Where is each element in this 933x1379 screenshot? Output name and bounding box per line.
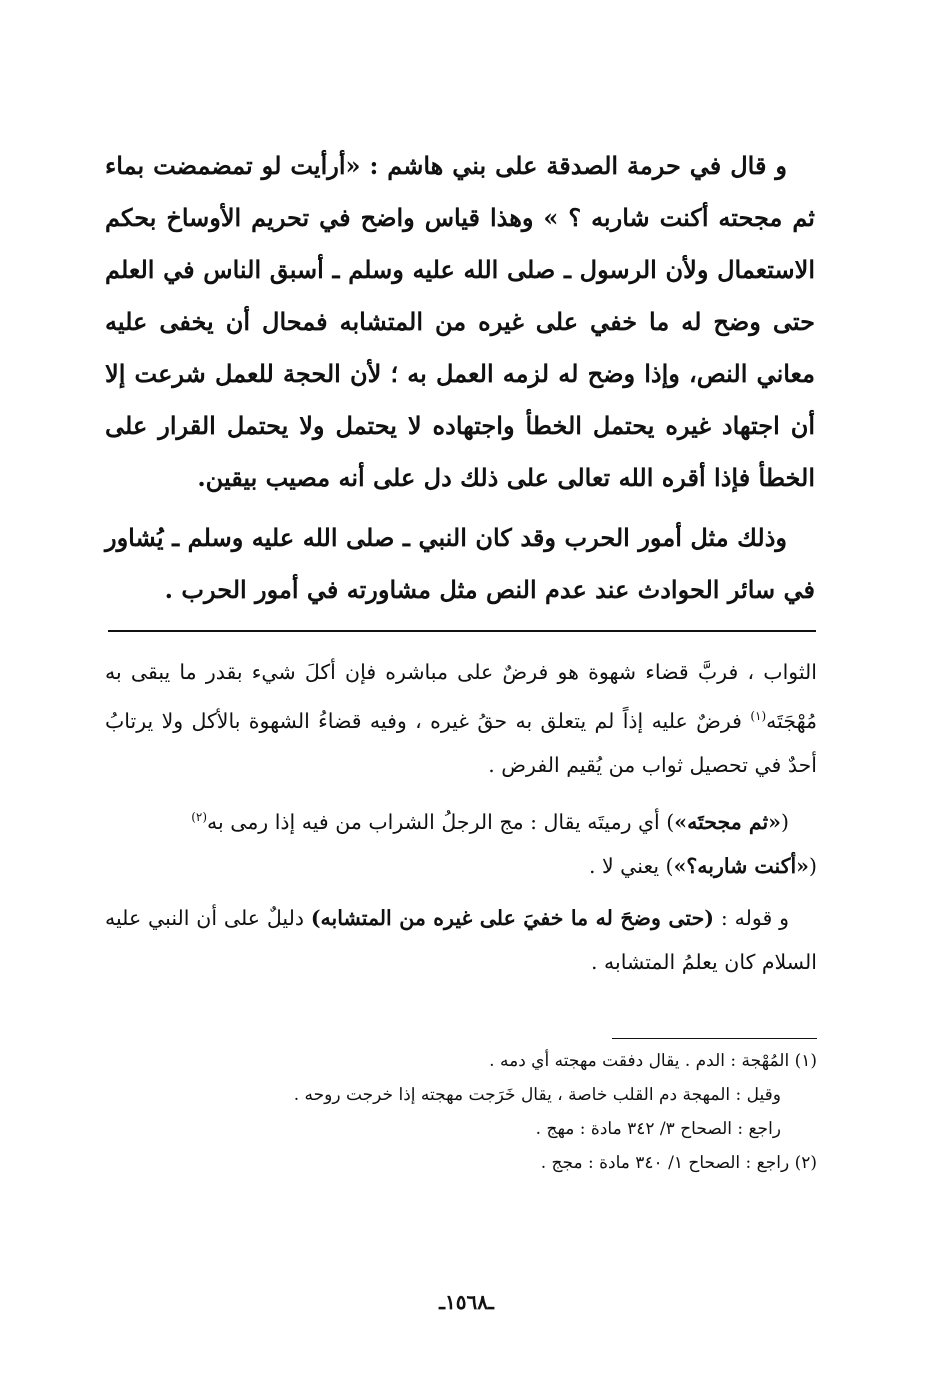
commentary-block [105, 650, 817, 984]
main-text [105, 140, 815, 616]
main-paragraph-2: وذلك مثل أمور الحرب وقد كان النبي ـ صلى الله عليه وسلم ـ يُشاور في سائر الحوادث عند عدم النص مثل مشاورته في أمور الحرب . [105, 523, 815, 604]
footnote-separator-long [108, 630, 816, 632]
footnote-1-line-2: وقيل : المهجة دم القلب خاصة ، يقال خَرَجت مهجته إذا خرجت روحه . [293, 1085, 781, 1105]
commentary-p2-bold: «ثم مجحتَه» [674, 809, 781, 834]
commentary-p1-text: الثواب ، فربَّ قضاء شهوة هو فرضٌ على مباشره فإن أكلَ شيء بقدر ما يبقى به مُهْجَتَه [105, 660, 817, 733]
commentary-p3-rest: دليلٌ على أن النبي عليه السلام كان يعلمُ المتشابه . [105, 905, 817, 974]
commentary-p2-line2-bold: «أكنت شاربه؟» [673, 853, 809, 878]
commentary-p3-start: و قوله : [714, 905, 790, 930]
commentary-p3-bold: (حتى وضحَ له ما خفيَ على غيره من المتشابه) [310, 905, 714, 930]
footnote-separator-short [612, 1038, 817, 1039]
commentary-paragraph-1 [105, 650, 817, 787]
commentary-p2-text: ) أي رميتَه يقال : مج الرجلُ الشراب من فيه إذا رمى به [207, 809, 675, 834]
commentary-paragraph-3 [105, 896, 817, 984]
main-paragraph-1: و قال في حرمة الصدقة على بني هاشم : «أرأيت لو تمضمضت بماء ثم مجحته أكنت شاربه ؟ » وهذا قياس واضح في تحريم الأوساخ بحكم الاستعمال ولأن الرسول ـ صلى الله عليه وسلم ـ أسبق الناس في العلم حتى وضح له ما خفي على غيره من المتشابه فمحال أن يخفى عليه معاني النص، وإذا وضح له لزمه العمل به ؛ لأن الحجة للعمل شرعت إلا أن اجتهاد غيره يحتمل الخطأ واجتهاده لا يحتمل ولا يحتمل القرار على الخطأ فإذا أقره الله تعالى على ذلك دل على أنه مصيب بيقين. [105, 151, 815, 492]
commentary-paragraph-2 [105, 795, 817, 888]
commentary-p2-line2-text: ) يعني لا . [588, 853, 674, 878]
page-number: ـ١٥٦٨ـ [439, 1290, 494, 1314]
footnote-ref-1: (١) [750, 709, 767, 723]
footnote-ref-2: (٢) [191, 809, 208, 824]
commentary-p1-rest: فرضٌ عليه إذاً لم يتعلق به حقُ غيره ، وفيه قضاءُ الشهوة بالأكل ولا يرتابُ أحدٌ في تحصيل ثواب من يُقيم الفرض . [105, 708, 817, 777]
paren-open-2: ( [809, 853, 817, 878]
footnote-1-line-3: راجع : الصحاح ٣/ ٣٤٢ مادة : مهج . [535, 1119, 781, 1139]
footnotes [105, 1044, 817, 1180]
paren-open: ( [781, 809, 789, 834]
footnote-1: (١) المُهْجة : الدم . يقال دفقت مهجته أي دمه . [489, 1051, 817, 1071]
footnote-2: (٢) راجع : الصحاح ١/ ٣٤٠ مادة : مجج . [540, 1153, 817, 1173]
